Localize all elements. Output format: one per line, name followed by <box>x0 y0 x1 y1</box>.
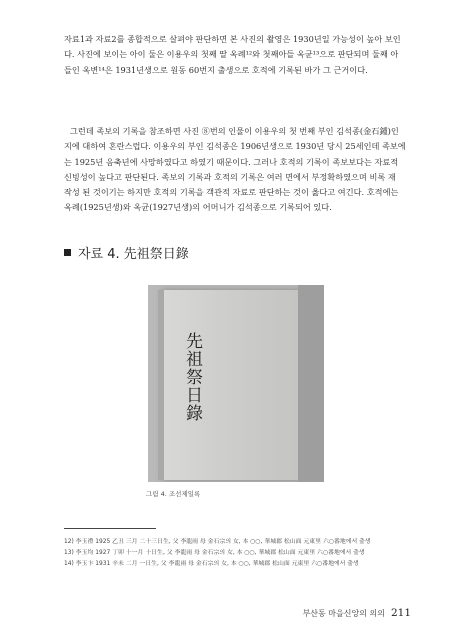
archival-photo <box>148 285 324 482</box>
book-binding <box>158 290 164 480</box>
footnote: 12) 李玉禮 1925 乙丑 三月 二十三日生, 父 李龍雨 母 金石宗의 女, 本 ○○, 華城郡 松山面 元東里 六○番地에서 출생 <box>64 539 371 545</box>
page-number: 211 <box>390 607 411 619</box>
book-cover <box>158 290 298 480</box>
footnote-divider <box>64 528 156 529</box>
text-line: 옥례(1925년생)와 옥균(1927년생)의 어머니가 김석종으로 기록되어 있다. <box>64 202 332 213</box>
text-line: 자료1과 자료2를 종합적으로 살펴야 판단하면 본 사진의 촬영은 1930년일 가능성이 높아 보인 <box>64 34 401 44</box>
figure-caption: 그림 4. 조선제일록 <box>146 490 201 498</box>
text-line: 그런데 족보의 기록을 참조하면 사진 ⑧번의 인물이 이용우의 첫 번째 부인 김석종(金石鍾)인 <box>70 126 399 136</box>
text-line: 작성 된 것이기는 하지만 호적의 기록을 객관적 자료로 판단하는 것이 옳다고 여긴다. 호적에는 <box>64 187 399 198</box>
footnote: 14) 李玉卞 1931 辛未 二月 一日生, 父 李龍雨 母 金石宗의 女, 本 ○○, 華城郡 松山面 元東里 六○番地에서 출생 <box>64 561 359 568</box>
book-cover-title: 先祖祭日錄 <box>182 332 202 422</box>
body-paragraph-1 <box>64 32 410 78</box>
text-line: 신빙성이 높다고 판단된다. 족보의 기록과 호적의 기록은 여러 면에서 부정확하였으며 비록 재 <box>64 171 396 182</box>
section-heading <box>64 243 189 262</box>
body-paragraph-2 <box>64 124 410 216</box>
text-line: 들인 옥변¹⁴은 1931년생으로 원동 60번지 출생으로 호적에 기록된 바가 그 근거이다. <box>64 64 368 75</box>
text-line: 지에 대하여 혼란스럽다. 이용우의 부인 김석종은 1906년생으로 1930년 당시 25세인데 족보에 <box>64 141 406 152</box>
section-title: 자료 4. 先祖祭日錄 <box>78 247 189 262</box>
running-title: 부산동 마을신앙의 의의 <box>302 609 385 618</box>
footnote: 13) 李玉均 1927 丁卯 十一月 十日生, 父 李龍雨 母 金石宗의 女, 本 ○○, 華城郡 松山面 元東里 六○番地에서 출생 <box>64 550 365 557</box>
square-bullet-icon <box>64 249 71 256</box>
page-footer <box>303 607 411 619</box>
photo-background-strip <box>298 285 324 482</box>
text-line: 는 1925년 음축년에 사망하였다고 하였기 때문이다. 그러나 호적의 기록이 족보보다는 자료적 <box>64 156 399 167</box>
text-line: 다. 사진에 보이는 아이 둘은 이용우의 첫째 딸 옥례¹²와 첫째아들 옥균¹³으로 판단되며 둘째 아 <box>64 49 399 60</box>
footnotes <box>64 537 414 571</box>
